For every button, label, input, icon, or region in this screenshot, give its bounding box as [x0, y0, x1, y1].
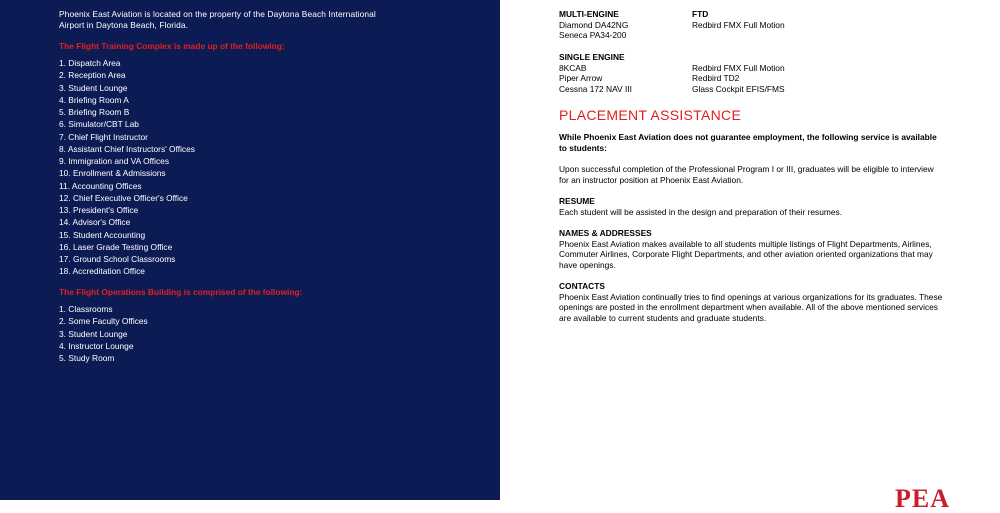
- complex-heading: The Flight Training Complex is made up of the following:: [59, 41, 285, 51]
- operations-list-item: 4. Instructor Lounge: [59, 340, 134, 351]
- intro-text: Phoenix East Aviation is located on the property of the Daytona Beach International Airport in Daytona Beach, Florida.: [59, 9, 376, 30]
- single-engine-heading: SINGLE ENGINE: [559, 52, 625, 62]
- names-section: [559, 228, 944, 270]
- ftd-single-item: Redbird FMX Full Motion: [692, 62, 785, 73]
- resume-text: Each student will be assisted in the design and preparation of their resumes.: [559, 206, 843, 217]
- placement-intro: While Phoenix East Aviation does not guarantee employment, the following service is available to students:: [559, 132, 937, 153]
- operations-list: [59, 303, 148, 364]
- complex-list-item: 2. Reception Area: [59, 70, 126, 81]
- names-heading: NAMES & ADDRESSES: [559, 228, 652, 238]
- operations-list-item: 1. Classrooms: [59, 304, 113, 314]
- contacts-section: [559, 281, 944, 323]
- complex-list-item: 9. Immigration and VA Offices: [59, 156, 170, 166]
- complex-list-item: 4. Briefing Room A: [59, 94, 129, 105]
- ftd-single-item: Redbird TD2: [692, 73, 740, 83]
- complex-list-item: 12. Chief Executive Officer's Office: [59, 192, 188, 203]
- ftd-block: [692, 9, 785, 30]
- multi-engine-item: Seneca PA34-200: [559, 30, 627, 40]
- operations-list-item: 3. Student Lounge: [59, 328, 128, 339]
- complex-list-item: 5. Briefing Room B: [59, 107, 130, 117]
- complex-list-item: 11. Accounting Offices: [59, 180, 142, 191]
- operations-list-item: 2. Some Faculty Offices: [59, 316, 148, 327]
- ftd-single-block: [692, 63, 785, 95]
- single-engine-item: Piper Arrow: [559, 73, 603, 83]
- placement-paragraph: Upon successful completion of the Professional Program I or III, graduates will be eligible to interview for an instructor position at Phoenix East Aviation.: [559, 164, 934, 185]
- multi-engine-heading: MULTI-ENGINE: [559, 9, 619, 19]
- complex-list-item: 14. Advisor's Office: [59, 217, 131, 228]
- placement-title: PLACEMENT ASSISTANCE: [559, 107, 742, 123]
- complex-list-item: 3. Student Lounge: [59, 82, 128, 93]
- single-engine-item: 8KCAB: [559, 62, 587, 73]
- ftd-item: Redbird FMX Full Motion: [692, 19, 785, 30]
- names-text: Phoenix East Aviation makes available to all students multiple listings of Flight Departments, Airlines, Commuter Airlines, Corporate Flight Departments, and other aviation oriented organizations that may have openings.: [559, 238, 933, 270]
- resume-heading: RESUME: [559, 196, 595, 206]
- complex-list-item: 17. Ground School Classrooms: [59, 254, 176, 264]
- ftd-heading: FTD: [692, 9, 709, 19]
- complex-list-item: 18. Accreditation Office: [59, 266, 145, 277]
- contacts-heading: CONTACTS: [559, 281, 605, 291]
- multi-engine-block: [559, 9, 628, 41]
- complex-list: [59, 57, 195, 278]
- pea-logo: PEA: [895, 484, 950, 513]
- complex-list-item: 8. Assistant Chief Instructors' Offices: [59, 143, 195, 154]
- contacts-text: Phoenix East Aviation continually tries to find openings at various organizations for its graduates. These openings are posted in the enrollment department when available. All of the above mentioned services are available to current students and graduate students.: [559, 291, 943, 323]
- ftd-single-item: Glass Cockpit EFIS/FMS: [692, 83, 785, 94]
- single-engine-item: Cessna 172 NAV III: [559, 83, 632, 94]
- operations-heading: The Flight Operations Building is comprised of the following:: [59, 287, 303, 297]
- operations-list-item: 5. Study Room: [59, 353, 115, 363]
- resume-section: [559, 196, 944, 217]
- complex-list-item: 6. Simulator/CBT Lab: [59, 119, 139, 130]
- complex-list-item: 10. Enrollment & Admissions: [59, 168, 166, 179]
- complex-list-item: 16. Laser Grade Testing Office: [59, 241, 173, 252]
- left-panel: [0, 0, 500, 500]
- complex-list-item: 1. Dispatch Area: [59, 58, 121, 68]
- complex-list-item: 13. President's Office: [59, 205, 139, 215]
- complex-list-item: 7. Chief Flight Instructor: [59, 131, 148, 142]
- complex-list-item: 15. Student Accounting: [59, 229, 146, 240]
- single-engine-block: [559, 52, 632, 94]
- multi-engine-item: Diamond DA42NG: [559, 19, 629, 30]
